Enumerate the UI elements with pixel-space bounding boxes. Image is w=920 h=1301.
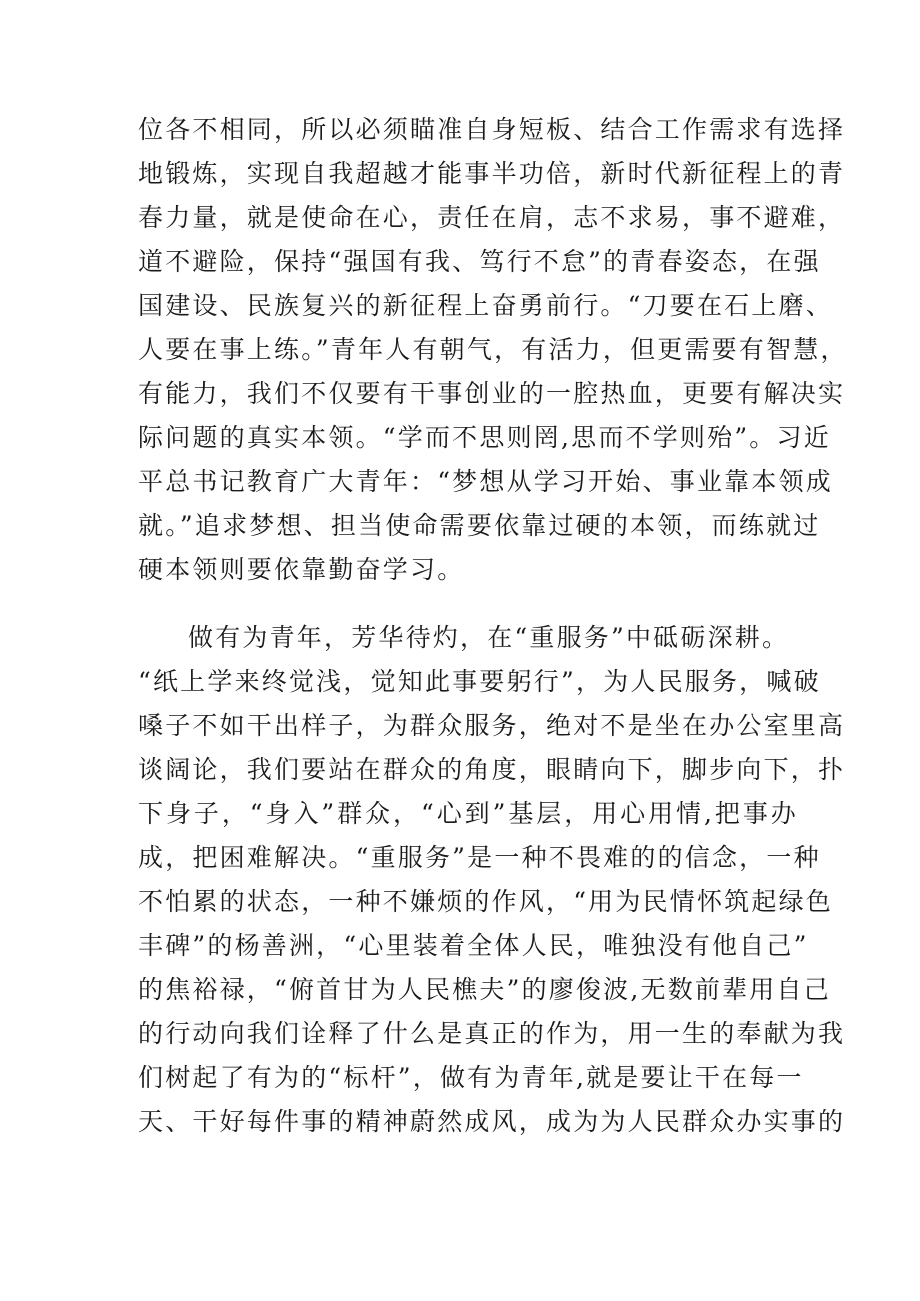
paragraph-line: 的行动向我们诠释了什么是真正的作为，用一生的奉献为我 (138, 1019, 846, 1048)
paragraph-line: 不怕累的状态，一种不嫌烦的作风，“用为民情怀筑起绿色 (138, 887, 833, 916)
paragraph-line: 下身子，“身入”群众，“心到”基层，用心用情,把事办 (138, 799, 798, 828)
paragraph-line: “纸上学来终觉浅，觉知此事要躬行”，为人民服务，喊破 (138, 667, 821, 696)
paragraph-line: 地锻炼，实现自我超越才能事半功倍，新时代新征程上的青 (138, 159, 846, 188)
paragraph-line: 人要在事上练。”青年人有朝气，有活力，但更需要有智慧， (138, 335, 848, 364)
paragraph-line: 们树起了有为的“标杆”，做有为青年,就是要让干在每一 (138, 1063, 804, 1092)
paragraph-line: 丰碑”的杨善洲，“心里装着全体人民，唯独没有他自己” (138, 931, 809, 960)
paragraph-line: 谈阔论，我们要站在群众的角度，眼睛向下，脚步向下，扑 (138, 755, 846, 784)
paragraph-line: 位各不相同，所以必须瞄准自身短板、结合工作需求有选择 (138, 115, 846, 144)
paragraph-line: 有能力，我们不仅要有干事创业的一腔热血，更要有解决实 (138, 379, 846, 408)
paragraph-line: 平总书记教育广大青年：“梦想从学习开始、事业靠本领成 (138, 467, 833, 496)
paragraph-line: 春力量，就是使命在心，责任在肩，志不求易，事不避难， (138, 203, 846, 232)
paragraph-line: 道不避险，保持“强国有我、笃行不怠”的青春姿态，在强 (138, 247, 821, 276)
paragraph-first-line: 做有为青年，芳华待灼，在“重服务”中砥砺深耕。 (188, 623, 790, 652)
paragraph-line: 的焦裕禄，“俯首甘为人民樵夫”的廖俊波,无数前辈用自己 (138, 975, 831, 1004)
paragraph-line: 际问题的真实本领。“学而不思则罔,思而不学则殆”。习近 (138, 423, 831, 452)
paragraph-line: 成，把困难解决。“重服务”是一种不畏难的的信念，一种 (138, 843, 821, 872)
paragraph-line: 天、干好每件事的精神蔚然成风，成为为人民群众办实事的 (138, 1107, 846, 1136)
paragraph-line: 硬本领则要依靠勤奋学习。 (138, 555, 465, 584)
paragraph-line: 国建设、民族复兴的新征程上奋勇前行。“刀要在石上磨、 (138, 291, 833, 320)
paragraph-line: 就。”追求梦想、担当使命需要依靠过硬的本领，而练就过 (138, 511, 821, 540)
paragraph-line: 嗓子不如干出样子，为群众服务，绝对不是坐在办公室里高 (138, 711, 846, 740)
